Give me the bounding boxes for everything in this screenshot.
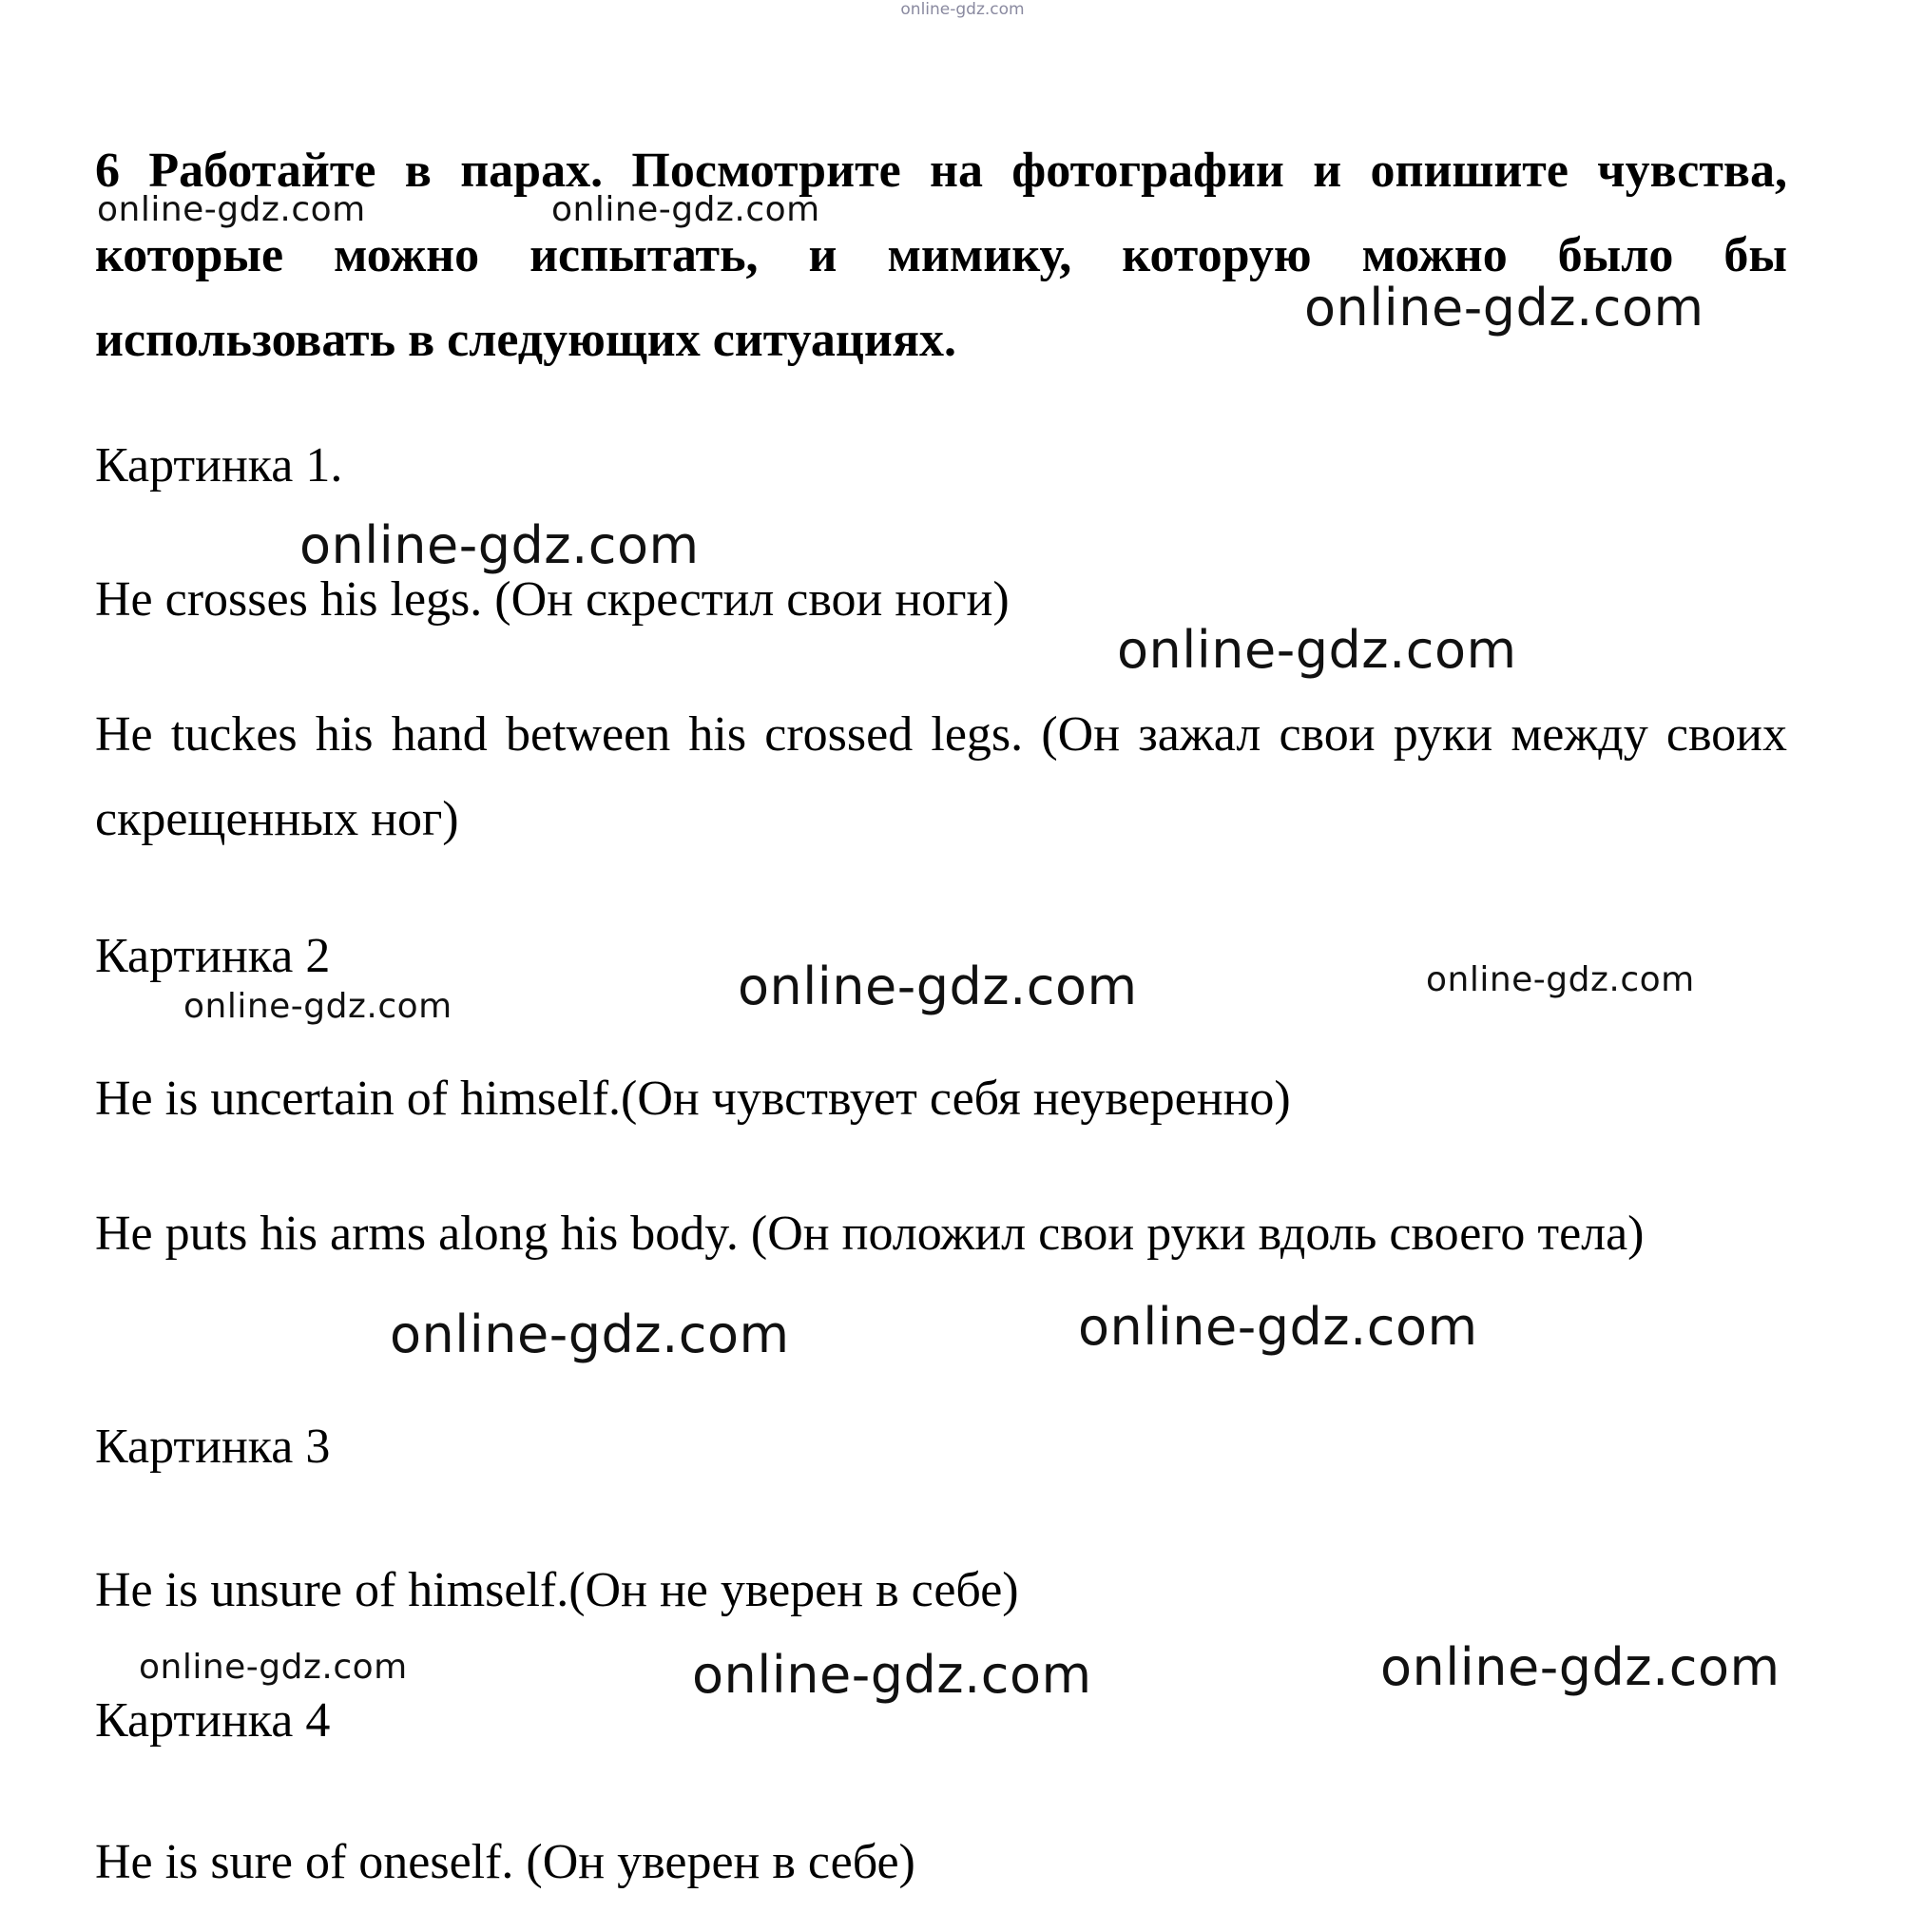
watermark-text: online-gdz.com xyxy=(551,190,820,229)
watermark-text: online-gdz.com xyxy=(183,987,452,1026)
task-heading: 6 Работайте в парах. Посмотрите на фотографии и опишите чувства, которые можно испытать, и мимику, которую можно было бы использовать в следующих ситуациях. xyxy=(95,144,1787,367)
section-2-line-2: He puts his arms along his body. (Он положил свои руки вдоль своего тела) xyxy=(95,1207,1645,1261)
watermark-text: online-gdz.com xyxy=(1117,620,1517,680)
watermark-text: online-gdz.com xyxy=(299,515,700,575)
section-3-line-1: He is unsure of himself.(Он не уверен в себе) xyxy=(95,1563,1019,1617)
watermark-text: online-gdz.com xyxy=(1078,1297,1478,1357)
watermark-text: online-gdz.com xyxy=(139,1648,408,1687)
section-title-2: Картинка 2 xyxy=(95,929,331,983)
watermark-text: online-gdz.com xyxy=(1426,960,1695,999)
section-1-line-1: He crosses his legs. (Он скрестил свои ноги) xyxy=(95,572,1010,627)
section-1-line-2: He tuckes his hand between his crossed legs. (Он зажал свои руки между своих скрещенных ног) xyxy=(95,707,1787,846)
section-2-line-1: He is uncertain of himself.(Он чувствует себя неуверенно) xyxy=(95,1072,1291,1126)
watermark-text: online-gdz.com xyxy=(97,190,366,229)
section-title-3: Картинка 3 xyxy=(95,1420,331,1474)
watermark-text: online-gdz.com xyxy=(1304,278,1704,338)
watermark-text: online-gdz.com xyxy=(390,1304,790,1364)
watermark-text: online-gdz.com xyxy=(692,1645,1092,1705)
section-4-line-1: He is sure of oneself. (Он уверен в себе) xyxy=(95,1835,915,1889)
watermark-text: online-gdz.com xyxy=(738,956,1138,1016)
section-title-4: Картинка 4 xyxy=(95,1693,331,1748)
section-title-1: Картинка 1. xyxy=(95,438,343,493)
watermark-text: online-gdz.com xyxy=(1380,1637,1781,1697)
top-watermark: online-gdz.com xyxy=(900,0,1025,19)
